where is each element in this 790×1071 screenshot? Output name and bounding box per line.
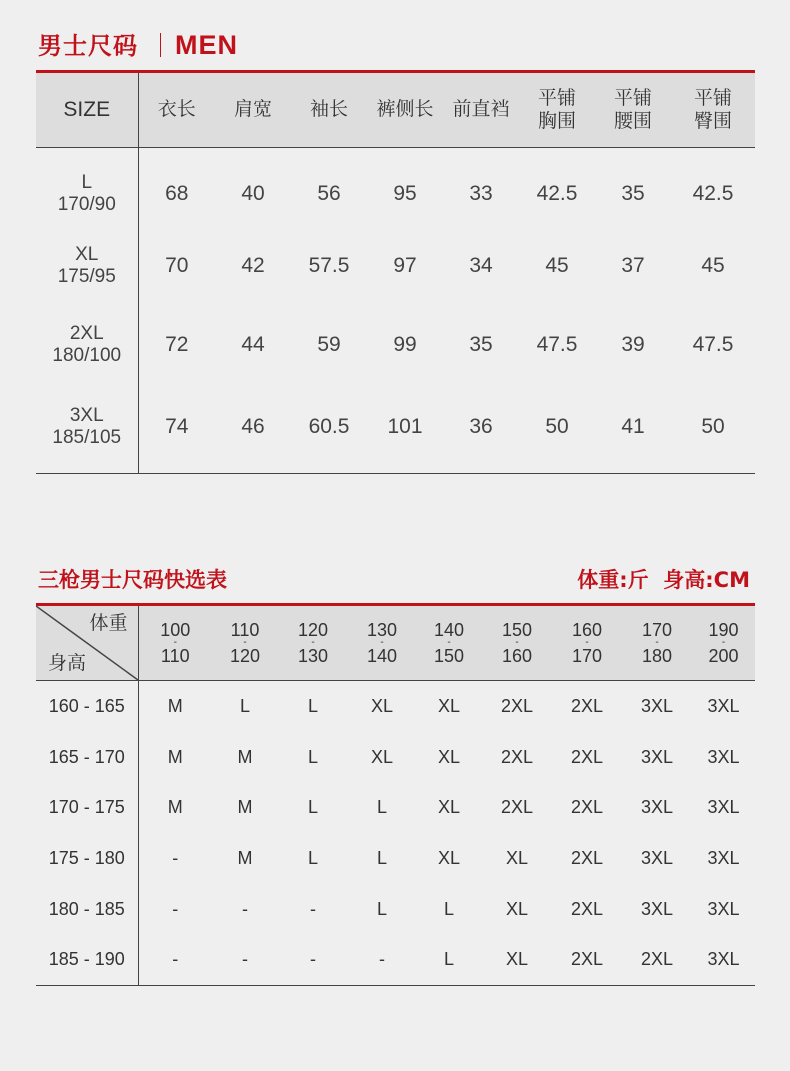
- measurement-cell: 40: [241, 182, 265, 205]
- size-column-header: [36, 73, 138, 147]
- measurement-cell: 45: [545, 254, 569, 277]
- weight-to: 130: [297, 646, 329, 666]
- measurement-column-header: [443, 73, 519, 147]
- weight-range-header: [692, 606, 755, 681]
- size-row: [36, 147, 755, 227]
- weight-from: 110: [230, 620, 260, 640]
- measurement-column-header: [671, 73, 755, 147]
- measurement-cell: 42: [241, 254, 265, 277]
- size-code: 2XL: [69, 323, 104, 344]
- recommended-size-cell: 3XL: [640, 797, 674, 818]
- recommended-size-cell: L: [307, 695, 318, 716]
- body-size: 180/100: [52, 345, 122, 366]
- weight-from: 100: [160, 620, 191, 640]
- size-row: [36, 227, 755, 306]
- corner-weight-label: 体重: [89, 612, 128, 634]
- recommended-size-cell: -: [310, 949, 316, 970]
- height-row: [36, 782, 755, 833]
- range-dash: -: [380, 637, 384, 648]
- recommended-size-cell: L: [307, 746, 318, 767]
- recommended-size-cell: -: [172, 949, 179, 970]
- recommended-size-cell: 3XL: [707, 898, 740, 919]
- recommended-size-cell: XL: [505, 847, 529, 868]
- weight-to: 140: [366, 646, 398, 666]
- recommended-size-cell: L: [376, 797, 387, 818]
- measurement-cell: 44: [241, 333, 265, 356]
- recommended-size-cell: L: [307, 847, 318, 868]
- recommended-size-cell: M: [167, 797, 183, 818]
- range-dash: -: [173, 637, 177, 648]
- recommended-size-cell: -: [172, 898, 179, 919]
- range-dash: -: [311, 637, 315, 648]
- recommended-size-cell: 2XL: [570, 797, 604, 818]
- header-text: 衣长: [157, 98, 196, 121]
- weight-from: 190: [708, 620, 739, 640]
- weight-to: 120: [229, 646, 261, 666]
- header-text: 腰围: [613, 109, 652, 132]
- measurement-cell: 99: [393, 333, 417, 356]
- size-table-header-row: [36, 73, 755, 147]
- weight-range-header: [138, 606, 212, 681]
- recommended-size-cell: XL: [437, 746, 461, 767]
- height-row: [36, 681, 755, 732]
- header-text: 平铺: [693, 86, 732, 109]
- height-row: [36, 934, 755, 985]
- size-label-cell: [36, 227, 138, 306]
- height-range-cell: 165 - 170: [36, 732, 138, 783]
- height-row: [36, 833, 755, 884]
- measurement-cell: 101: [387, 414, 423, 438]
- range-dash: -: [515, 637, 519, 648]
- body-size: 185/105: [52, 426, 122, 448]
- men-size-title: [38, 26, 238, 61]
- measurement-cell: 59: [317, 333, 341, 356]
- size-row: [36, 385, 755, 474]
- header-text: 臀围: [693, 109, 732, 132]
- measurement-column-header: [215, 73, 291, 147]
- recommended-size-cell: L: [239, 695, 250, 716]
- measurement-cell: 95: [393, 182, 417, 205]
- weight-range-header: [552, 606, 622, 681]
- recommended-size-cell: 2XL: [500, 797, 534, 818]
- height-range-cell: 175 - 180: [36, 833, 138, 884]
- recommended-size-cell: 2XL: [500, 746, 534, 767]
- measurement-cell: 45: [701, 254, 725, 277]
- size-label-cell: [36, 306, 138, 385]
- corner-cell: [36, 606, 138, 681]
- measurement-column-header: [291, 73, 367, 147]
- height-range-cell: 180 - 185: [36, 884, 138, 935]
- recommended-size-cell: 3XL: [707, 949, 740, 970]
- recommended-size-cell: M: [167, 695, 183, 716]
- recommended-size-cell: XL: [437, 797, 461, 818]
- recommended-size-cell: -: [172, 847, 179, 868]
- recommended-size-cell: XL: [437, 695, 461, 716]
- body-size: 170/90: [57, 194, 116, 215]
- weight-from: 120: [297, 620, 329, 640]
- measurement-column-header: [519, 73, 595, 147]
- weight-from: 170: [641, 620, 673, 640]
- size-measurement-table: [36, 73, 755, 474]
- measurement-cell: 68: [165, 182, 189, 205]
- recommended-size-cell: 2XL: [570, 695, 604, 716]
- header-text: 袖长: [309, 98, 348, 121]
- weight-range-header: [278, 606, 348, 681]
- weight-to: 180: [641, 646, 673, 666]
- weight-range-header: [622, 606, 692, 681]
- recommended-size-cell: -: [379, 949, 385, 970]
- recommended-size-cell: 2XL: [570, 847, 604, 868]
- header-text: 裤侧长: [376, 98, 434, 121]
- measurement-cell: 41: [621, 414, 645, 438]
- quick-size-guide-title: 三枪男士尺码快选表: [38, 568, 227, 592]
- recommended-size-cell: L: [376, 847, 387, 868]
- measurement-cell: 60.5: [308, 414, 350, 438]
- weight-to: 150: [433, 646, 465, 666]
- size-label-cell: [36, 147, 138, 227]
- title-divider: [160, 33, 161, 57]
- weight-range-header: [348, 606, 416, 681]
- header-text: 肩宽: [233, 98, 272, 121]
- measurement-cell: 35: [621, 182, 645, 205]
- recommended-size-cell: 2XL: [570, 949, 604, 970]
- recommended-size-cell: XL: [505, 949, 529, 970]
- weight-from: 160: [571, 620, 603, 640]
- measurement-cell: 57.5: [308, 254, 350, 277]
- measurement-cell: 50: [701, 414, 725, 438]
- header-text: 前直裆: [452, 98, 510, 121]
- recommended-size-cell: L: [376, 898, 387, 919]
- recommended-size-cell: 3XL: [707, 746, 740, 767]
- height-row: [36, 884, 755, 935]
- men-size-title-cn: 男士尺码: [38, 32, 138, 60]
- recommended-size-cell: XL: [505, 898, 529, 919]
- range-dash: -: [447, 637, 451, 648]
- recommended-size-cell: 3XL: [707, 847, 740, 868]
- range-dash: -: [243, 637, 247, 648]
- recommended-size-cell: XL: [370, 695, 394, 716]
- recommended-size-cell: -: [242, 898, 248, 919]
- measurement-cell: 56: [317, 182, 341, 205]
- recommended-size-cell: 3XL: [640, 898, 674, 919]
- size-code: XL: [75, 244, 99, 265]
- measurement-cell: 35: [469, 333, 493, 356]
- height-range-cell: 170 - 175: [36, 782, 138, 833]
- weight-to: 170: [571, 646, 603, 666]
- recommended-size-cell: M: [237, 746, 253, 767]
- size-label-cell: [36, 385, 138, 474]
- recommended-size-cell: 2XL: [500, 695, 534, 716]
- recommended-size-cell: XL: [370, 746, 394, 767]
- weight-range-header: [416, 606, 482, 681]
- header-text: 平铺: [613, 86, 652, 109]
- measurement-cell: 33: [469, 182, 493, 205]
- quick-size-guide-table: [36, 606, 755, 986]
- measurement-column-header: [138, 73, 215, 147]
- measurement-cell: 34: [469, 254, 493, 277]
- recommended-size-cell: 2XL: [640, 949, 674, 970]
- range-dash: -: [585, 637, 589, 648]
- size-code: 3XL: [69, 404, 104, 426]
- weight-from: 130: [366, 620, 398, 640]
- recommended-size-cell: 2XL: [570, 746, 604, 767]
- recommended-size-cell: L: [307, 797, 318, 818]
- measurement-cell: 97: [393, 254, 417, 277]
- recommended-size-cell: M: [237, 847, 253, 868]
- recommended-size-cell: -: [310, 898, 316, 919]
- men-size-title-en: MEN: [175, 30, 238, 60]
- measurement-cell: 42.5: [536, 182, 578, 205]
- measurement-cell: 46: [241, 414, 265, 438]
- measurement-cell: 74: [165, 414, 189, 438]
- measurement-cell: 47.5: [692, 333, 734, 356]
- measurement-cell: 36: [469, 414, 493, 438]
- measurement-column-header: [595, 73, 671, 147]
- guide-table-header-row: [36, 606, 755, 681]
- header-text: 胸围: [537, 109, 576, 132]
- size-row: [36, 306, 755, 385]
- weight-to: 200: [708, 646, 739, 666]
- measurement-cell: 37: [621, 254, 645, 277]
- recommended-size-cell: 3XL: [640, 695, 674, 716]
- weight-to: 110: [160, 646, 190, 666]
- weight-from: 140: [433, 620, 465, 640]
- header-text: 平铺: [537, 86, 576, 109]
- body-size: 175/95: [57, 266, 116, 287]
- recommended-size-cell: L: [443, 898, 454, 919]
- recommended-size-cell: M: [167, 746, 183, 767]
- range-dash: -: [655, 637, 659, 648]
- measurement-column-header: [367, 73, 443, 147]
- recommended-size-cell: 3XL: [707, 695, 740, 716]
- weight-range-header: [482, 606, 552, 681]
- recommended-size-cell: 3XL: [640, 847, 674, 868]
- size-code: L: [81, 172, 93, 193]
- weight-range-header: [212, 606, 278, 681]
- weight-to: 160: [501, 646, 533, 666]
- recommended-size-cell: L: [443, 949, 454, 970]
- recommended-size-cell: 3XL: [707, 797, 740, 818]
- recommended-size-cell: -: [242, 949, 248, 970]
- height-range-cell: 185 - 190: [36, 934, 138, 985]
- measurement-cell: 50: [545, 414, 569, 438]
- corner-height-label: 身高: [48, 652, 87, 674]
- height-row: [36, 732, 755, 783]
- recommended-size-cell: XL: [437, 847, 461, 868]
- weight-from: 150: [501, 620, 533, 640]
- recommended-size-cell: 2XL: [570, 898, 604, 919]
- measurement-cell: 47.5: [536, 333, 578, 356]
- measurement-cell: 70: [165, 254, 189, 277]
- recommended-size-cell: 3XL: [640, 746, 674, 767]
- height-range-cell: 160 - 165: [36, 681, 138, 732]
- recommended-size-cell: M: [237, 797, 253, 818]
- measurement-cell: 72: [165, 333, 189, 356]
- measurement-cell: 42.5: [692, 182, 734, 205]
- measurement-cell: 39: [621, 333, 645, 356]
- header-text: SIZE: [63, 98, 111, 122]
- range-dash: -: [721, 637, 726, 648]
- units-label: 体重:斤 身高:CM: [577, 568, 750, 592]
